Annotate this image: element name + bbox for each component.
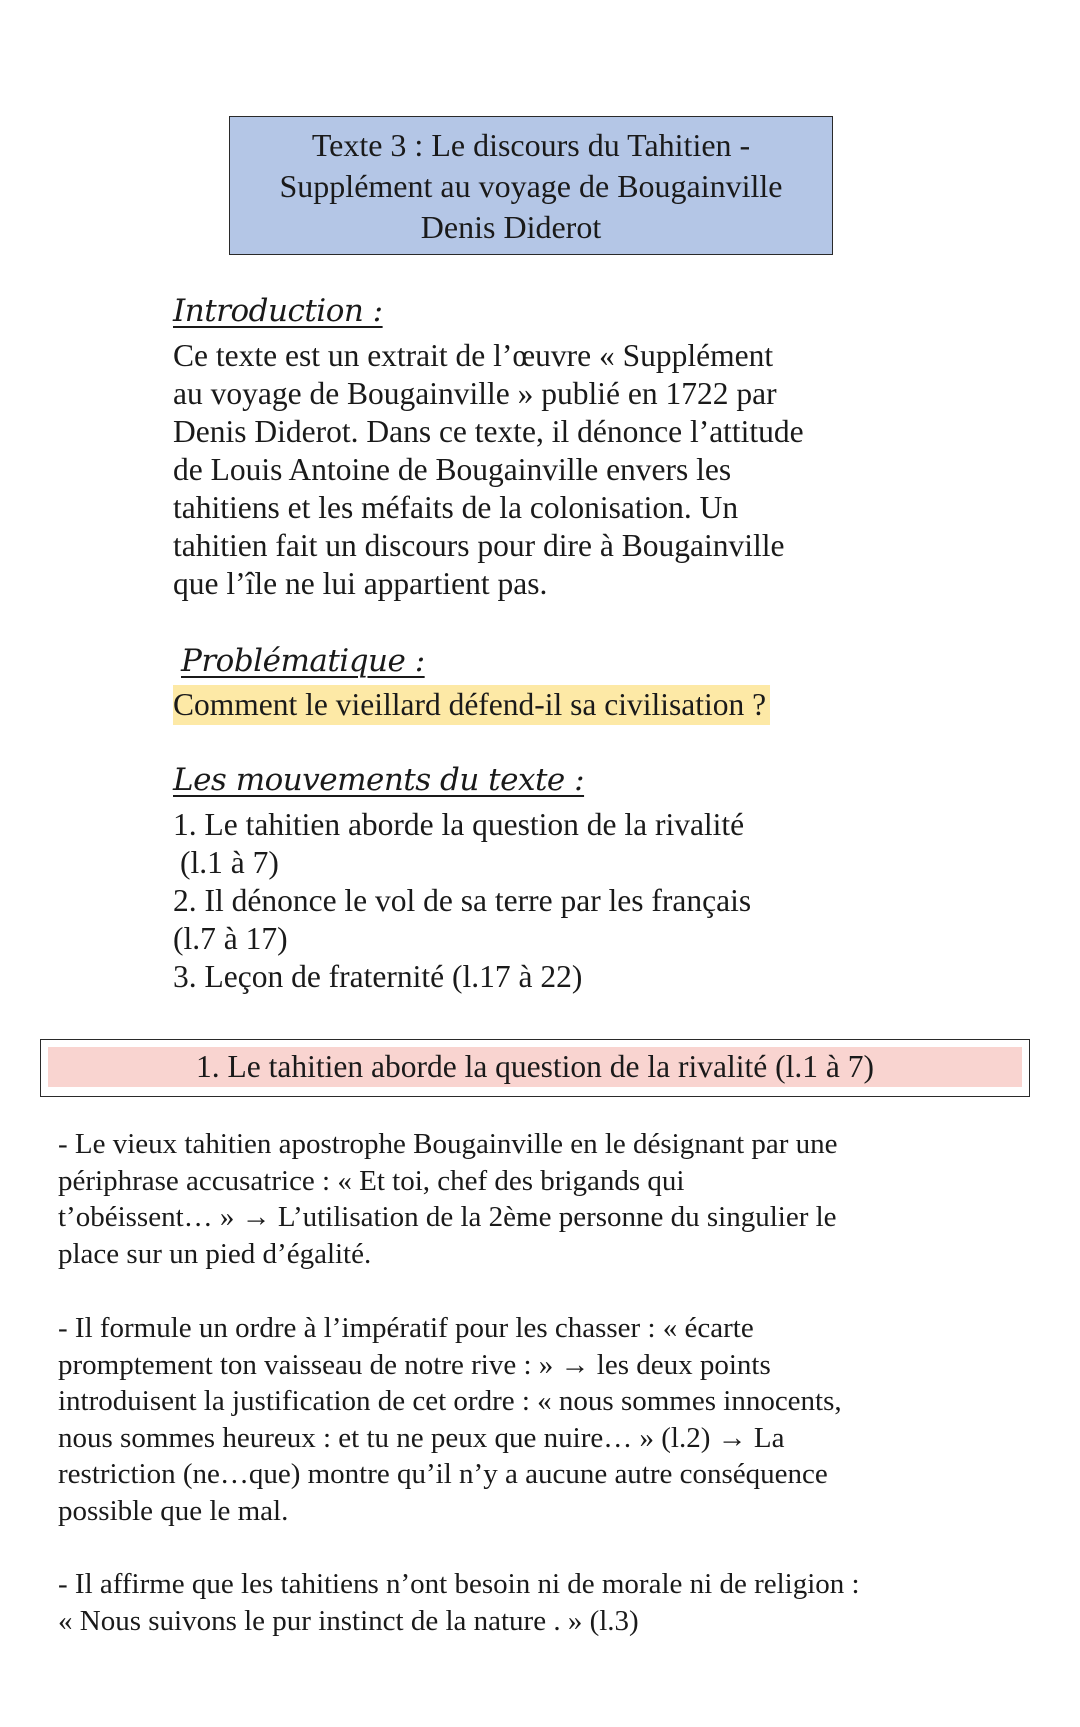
analysis-line: introduisent la justification de cet ordre : « nous sommes innocents, — [58, 1385, 842, 1417]
part-heading-box — [40, 1039, 1030, 1097]
introduction-section — [173, 291, 933, 603]
mouvement-line: (l.7 à 17) — [173, 921, 288, 956]
title-line-3: Denis Diderot — [420, 209, 602, 245]
mouvement-line: (l.1 à 7) — [180, 845, 279, 880]
problematique-section — [173, 641, 933, 725]
problematique-heading: Problématique : — [181, 643, 425, 679]
analysis-paragraph-2 — [58, 1310, 1048, 1529]
analysis-line: « Nous suivons le pur instinct de la nature . » (l.3) — [58, 1604, 639, 1637]
analysis-line: promptement ton vaisseau de notre rive : » → les deux points — [58, 1348, 771, 1381]
analysis-line: restriction (ne…que) montre qu’il n’y a aucune autre conséquence — [58, 1458, 828, 1490]
analysis-line: possible que le mal. — [58, 1494, 289, 1527]
analysis-line: périphrase accusatrice : « Et toi, chef des brigands qui — [58, 1164, 685, 1197]
problematique-question: Comment le vieillard défend-il sa civilisation ? — [173, 685, 770, 725]
analysis-line: - Il formule un ordre à l’impératif pour les chasser : « écarte — [58, 1312, 754, 1344]
mouvement-line: 1. Le tahitien aborde la question de la rivalité — [173, 807, 745, 842]
introduction-text — [173, 337, 933, 603]
introduction-line: tahitien fait un discours pour dire à Bougainville — [173, 528, 785, 563]
analysis-paragraph-3 — [58, 1566, 1048, 1639]
introduction-heading: Introduction : — [173, 293, 383, 329]
mouvement-line: 2. Il dénonce le vol de sa terre par les français — [173, 883, 752, 918]
mouvements-list — [173, 806, 933, 996]
analysis-paragraph-1 — [58, 1126, 1048, 1272]
introduction-line: Ce texte est un extrait de l’œuvre « Supplément — [173, 338, 774, 373]
analysis-line: - Le vieux tahitien apostrophe Bougainville en le désignant par une — [58, 1128, 838, 1160]
introduction-line: tahitiens et les méfaits de la colonisation. Un — [173, 490, 739, 525]
introduction-line: Denis Diderot. Dans ce texte, il dénonce l’attitude — [173, 414, 804, 449]
analysis-line: place sur un pied d’égalité. — [58, 1237, 372, 1270]
mouvements-section — [173, 760, 933, 996]
title-line-2: Supplément au voyage de Bougainville — [279, 168, 783, 204]
analysis-line: t’obéissent… » → L’utilisation de la 2ème personne du singulier le — [58, 1201, 837, 1233]
part-heading: 1. Le tahitien aborde la question de la rivalité (l.1 à 7) — [48, 1047, 1022, 1087]
introduction-line: que l’île ne lui appartient pas. — [173, 566, 548, 601]
introduction-line: au voyage de Bougainville » publié en 1722 par — [173, 376, 777, 411]
analysis-line: nous sommes heureux : et tu ne peux que nuire… » (l.2) → La — [58, 1421, 785, 1454]
analysis-line: - Il affirme que les tahitiens n’ont besoin ni de morale ni de religion : — [58, 1568, 860, 1600]
mouvements-heading: Les mouvements du texte : — [173, 762, 585, 798]
mouvement-line: 3. Leçon de fraternité (l.17 à 22) — [173, 959, 583, 994]
introduction-line: de Louis Antoine de Bougainville envers les — [173, 452, 732, 487]
title-line-1: Texte 3 : Le discours du Tahitien - — [311, 127, 751, 163]
title-box — [229, 116, 833, 255]
